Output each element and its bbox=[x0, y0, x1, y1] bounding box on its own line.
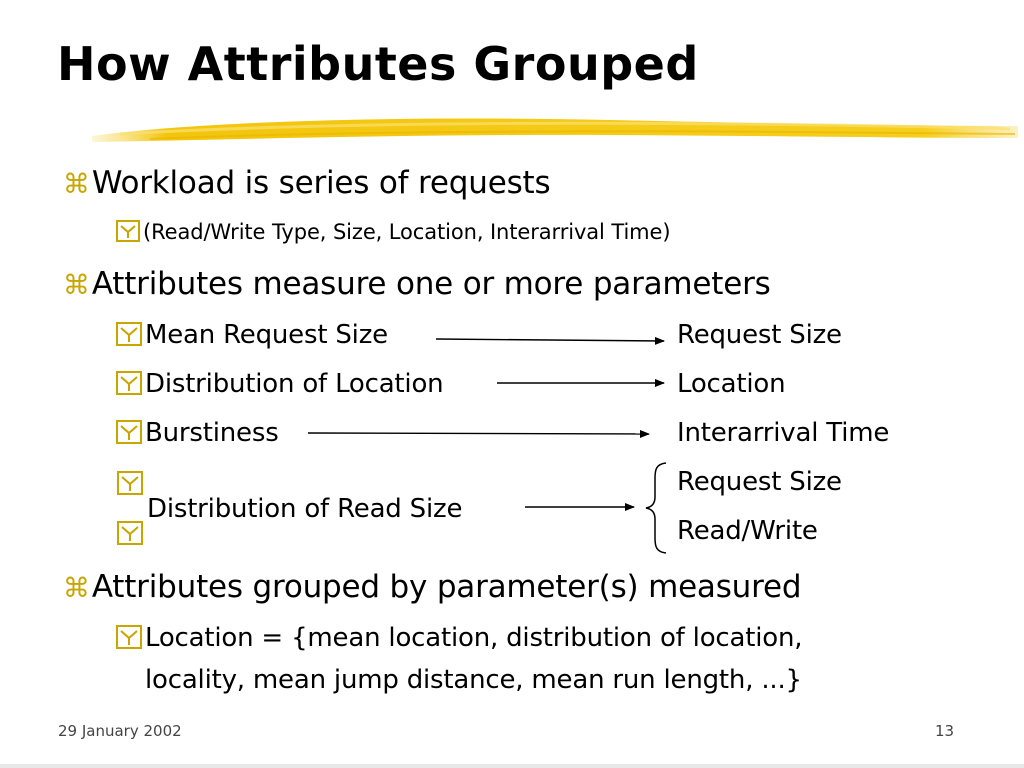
mapping-left-label: Mean Request Size bbox=[145, 320, 388, 350]
mapping-left-label: Burstiness bbox=[145, 418, 279, 448]
bullet-text: Attributes measure one or more parameters bbox=[91, 266, 771, 302]
bottom-divider bbox=[0, 764, 1024, 768]
sub-bullet-text-line2: locality, mean jump distance, mean run length, ...} bbox=[145, 665, 802, 695]
mapping-left-label: Distribution of Read Size bbox=[147, 494, 463, 524]
bullet-attributes-grouped bbox=[63, 567, 801, 609]
sub-bullet-text: (Read/Write Type, Size, Location, Interarrival Time) bbox=[143, 220, 671, 244]
mapping-right-label: Location bbox=[677, 369, 786, 399]
command-key-icon: ⌘ bbox=[63, 573, 90, 604]
footer-date: 29 January 2002 bbox=[58, 722, 182, 740]
bullet-text: Workload is series of requests bbox=[91, 165, 551, 201]
mapping-right-label: Request Size bbox=[677, 467, 842, 497]
command-key-icon: ⌘ bbox=[63, 169, 90, 200]
sub-bullet-text-line1: Location = {mean location, distribution of location, bbox=[145, 623, 803, 653]
mapping-left-label: Distribution of Location bbox=[145, 369, 444, 399]
slide-title: How Attributes Grouped bbox=[57, 37, 699, 91]
left-curly-brace bbox=[646, 463, 666, 553]
checkbox-y-icon bbox=[116, 625, 142, 649]
command-key-icon: ⌘ bbox=[63, 270, 90, 301]
footer-page-number: 13 bbox=[935, 722, 955, 740]
mapping-right-label: Interarrival Time bbox=[677, 418, 890, 448]
mapping-right-label: Request Size bbox=[677, 320, 842, 350]
sub-bullet-location-set bbox=[116, 620, 802, 656]
arrow-burstiness bbox=[308, 433, 649, 434]
mapping-right-label: Read/Write bbox=[677, 516, 818, 546]
bullet-text: Attributes grouped by parameter(s) measured bbox=[91, 569, 802, 605]
arrow-mean-request-size bbox=[436, 339, 664, 341]
